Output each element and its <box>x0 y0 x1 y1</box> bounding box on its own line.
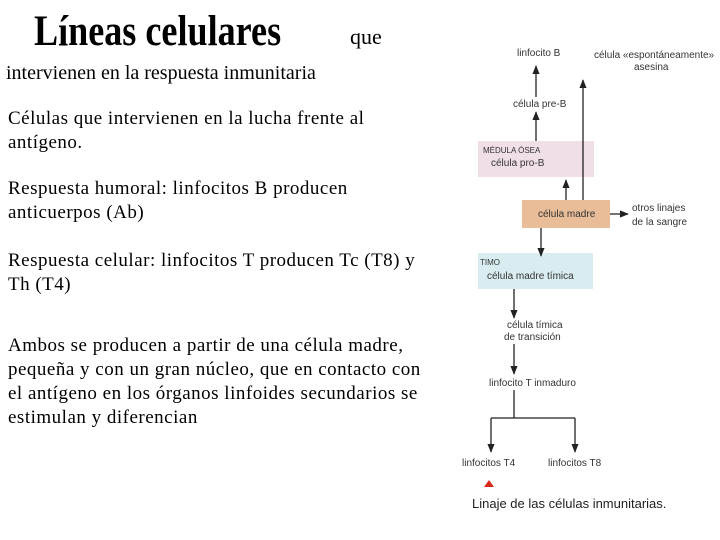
label-linfocito-b: linfocito B <box>517 48 561 59</box>
label-medula-osea: MÉDULA ÓSEA <box>483 146 541 155</box>
title-small: que <box>350 24 382 49</box>
paragraph-stem-cell: Ambos se producen a partir de una célula madre, pequeña y con un gran núcleo, que en contacto con el antígeno en los órganos linfoides secundarios se estimulan y diferencian <box>8 335 421 428</box>
paragraph-cellular: Respuesta celular: linfocitos T producen Tc (T8) y Th (T4) <box>8 250 416 295</box>
label-asesina-2: asesina <box>634 62 669 73</box>
title-line2: intervienen en la respuesta inmunitaria <box>6 62 316 84</box>
label-timica-2: de transición <box>504 332 561 343</box>
label-timo: TIMO <box>480 258 500 267</box>
label-otros-2: de la sangre <box>632 217 688 228</box>
label-celula-madre: célula madre <box>538 209 596 220</box>
diagram-caption: Linaje de las células inmunitarias. <box>472 496 667 511</box>
label-pro-b: célula pro-B <box>491 158 545 169</box>
label-t8: linfocitos T8 <box>548 458 602 469</box>
label-pre-b: célula pre-B <box>513 99 567 110</box>
title-large: Líneas celulares <box>34 8 282 55</box>
paragraph-humoral: Respuesta humoral: linfocitos B producen anticuerpos (Ab) <box>8 178 348 223</box>
caption-marker-icon <box>484 480 494 487</box>
label-timica-1: célula tímica <box>507 320 563 331</box>
label-otros-1: otros linajes <box>632 203 686 214</box>
label-t4: linfocitos T4 <box>462 458 516 469</box>
label-t-inmaduro: linfocito T inmaduro <box>489 378 576 389</box>
label-madre-timica: célula madre tímica <box>487 271 574 282</box>
paragraph-cells: Células que intervienen en la lucha frente al antígeno. <box>8 108 365 153</box>
label-asesina-1: célula «espontáneamente» <box>594 50 715 61</box>
